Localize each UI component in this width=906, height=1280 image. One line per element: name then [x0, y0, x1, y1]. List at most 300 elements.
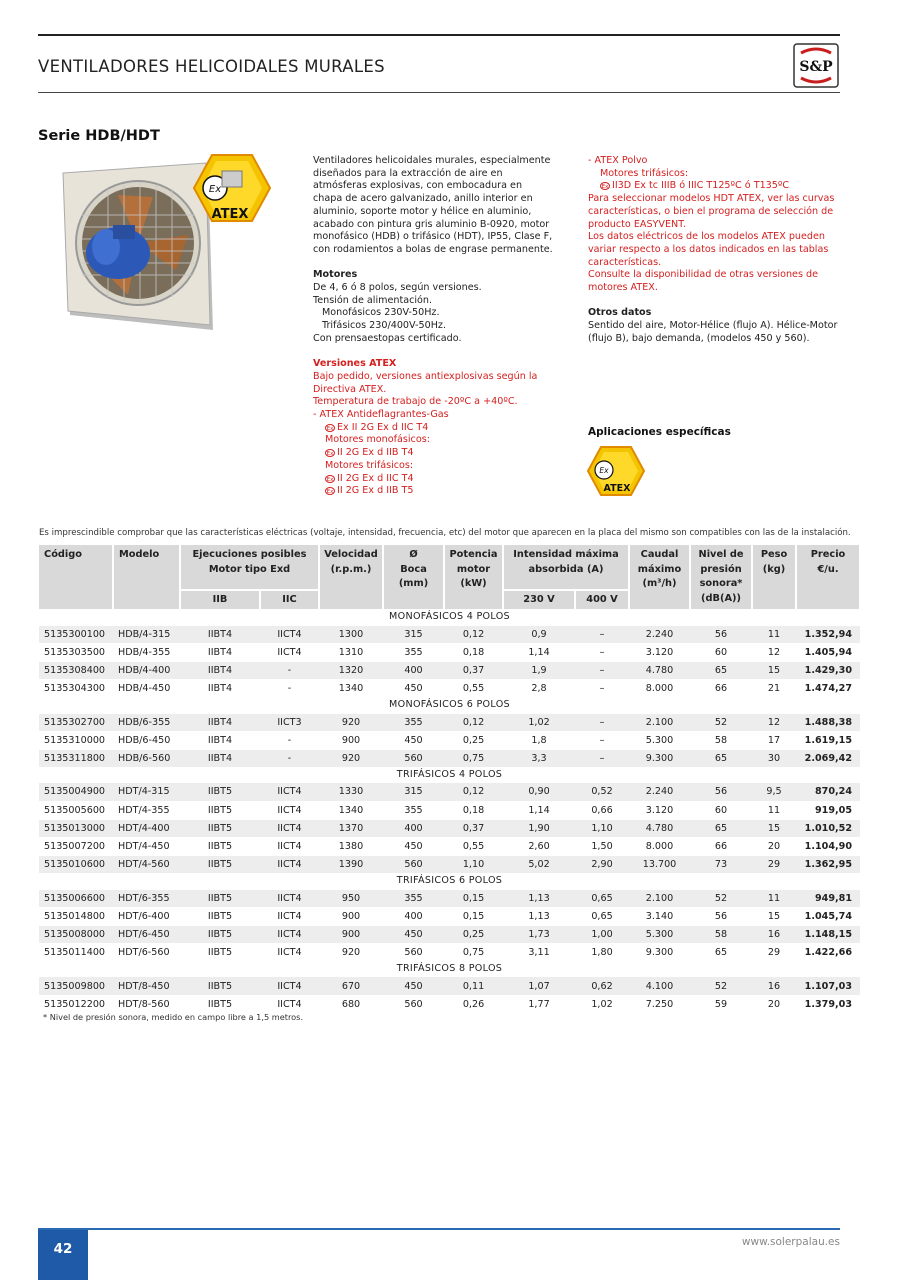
description-column — [313, 155, 553, 498]
table-cell: 450 — [383, 679, 444, 697]
table-cell: 560 — [383, 855, 444, 873]
section-title: TRIFÁSICOS 6 POLOS — [396, 875, 503, 887]
col-precio: Precio €/u. — [796, 545, 860, 609]
table-cell: 670 — [319, 977, 383, 995]
table-cell: 5135010600 — [39, 855, 113, 873]
table-cell: 1,10 — [575, 819, 629, 837]
section-header-row — [39, 609, 860, 625]
table-row — [39, 661, 860, 679]
table-cell: 900 — [319, 731, 383, 749]
atex-polvo-title: - ATEX Polvo — [588, 155, 648, 166]
table-cell: – — [575, 661, 629, 679]
table-cell: – — [575, 625, 629, 643]
table-cell: IIBT5 — [180, 907, 260, 925]
table-cell: 5135009800 — [39, 977, 113, 995]
table-cell: 0,75 — [444, 749, 503, 767]
table-cell: 5135004900 — [39, 783, 113, 801]
table-cell: 355 — [383, 889, 444, 907]
table-cell: 400 — [383, 907, 444, 925]
motores-line: Tensión de alimentación. — [313, 294, 433, 306]
table-cell: 29 — [752, 943, 796, 961]
col-iib: IIB — [180, 590, 260, 610]
atex-data-note: Los datos eléctricos de los modelos ATEX pueden variar respecto a los datos indicados en las tablas características. — [588, 231, 829, 268]
table-cell: 58 — [690, 925, 752, 943]
table-cell: 1,13 — [503, 889, 575, 907]
table-cell: 5135303500 — [39, 643, 113, 661]
table-row — [39, 783, 860, 801]
table-cell: 3.120 — [629, 643, 690, 661]
table-cell: 9.300 — [629, 749, 690, 767]
table-cell: 56 — [690, 783, 752, 801]
table-row — [39, 643, 860, 661]
col-230v: 230 V — [503, 590, 575, 610]
table-cell: 2.240 — [629, 783, 690, 801]
table-cell: 0,26 — [444, 995, 503, 1013]
table-row — [39, 837, 860, 855]
table-cell: IIBT5 — [180, 977, 260, 995]
table-cell: 3,3 — [503, 749, 575, 767]
table-cell: 2.100 — [629, 889, 690, 907]
table-cell: IICT4 — [260, 907, 319, 925]
motores-line: Con prensaestopas certificado. — [313, 332, 462, 344]
table-cell: 1.010,52 — [796, 819, 860, 837]
table-cell: HDT/4-560 — [113, 855, 180, 873]
table-cell: 560 — [383, 995, 444, 1013]
table-cell: HDT/4-450 — [113, 837, 180, 855]
table-cell: 0,37 — [444, 819, 503, 837]
atex-versions-title: Versiones ATEX — [313, 358, 397, 370]
table-cell: IICT4 — [260, 801, 319, 819]
table-row — [39, 855, 860, 873]
table-row — [39, 977, 860, 995]
table-cell: 0,25 — [444, 925, 503, 943]
table-cell: IIBT4 — [180, 661, 260, 679]
table-cell: 0,66 — [575, 801, 629, 819]
availability-note: Consulte la disponibilidad de otras versiones de motores ATEX. — [588, 269, 818, 294]
table-cell: 400 — [383, 661, 444, 679]
table-cell: 0,9 — [503, 625, 575, 643]
otros-datos-title: Otros datos — [588, 307, 652, 319]
table-cell: 3,11 — [503, 943, 575, 961]
table-cell: 315 — [383, 625, 444, 643]
table-cell: – — [575, 713, 629, 731]
table-cell: IICT4 — [260, 855, 319, 873]
table-cell: 15 — [752, 819, 796, 837]
table-cell: 2.100 — [629, 713, 690, 731]
footnote: * Nivel de presión sonora, medido en campo libre a 1,5 metros. — [43, 1012, 304, 1022]
table-cell: 5135304300 — [39, 679, 113, 697]
table-cell: – — [575, 731, 629, 749]
table-cell: 58 — [690, 731, 752, 749]
table-cell: 5.300 — [629, 731, 690, 749]
table-cell: HDT/4-400 — [113, 819, 180, 837]
table-cell: 1,50 — [575, 837, 629, 855]
table-cell: IIBT5 — [180, 837, 260, 855]
table-row — [39, 907, 860, 925]
table-cell: 66 — [690, 837, 752, 855]
table-cell: 315 — [383, 783, 444, 801]
table-cell: 60 — [690, 801, 752, 819]
table-cell: 1.474,27 — [796, 679, 860, 697]
table-cell: 5135311800 — [39, 749, 113, 767]
table-cell: 0,25 — [444, 731, 503, 749]
table-cell: 1,13 — [503, 907, 575, 925]
table-cell: 13.700 — [629, 855, 690, 873]
table-cell: 1310 — [319, 643, 383, 661]
table-cell: 73 — [690, 855, 752, 873]
section-header-row — [39, 697, 860, 713]
table-cell: 1370 — [319, 819, 383, 837]
ex-mark-icon: Ex — [326, 425, 334, 432]
otros-datos-text: Sentido del aire, Motor-Hélice (flujo A). Hélice-Motor (flujo B), bajo demanda, (modelos 450 y 560). — [588, 320, 838, 344]
table-cell: 355 — [383, 643, 444, 661]
table-cell: 560 — [383, 943, 444, 961]
table-cell: 355 — [383, 801, 444, 819]
table-cell: 450 — [383, 731, 444, 749]
table-cell: IIBT4 — [180, 713, 260, 731]
section-title: MONOFÁSICOS 4 POLOS — [389, 611, 510, 623]
website-url: www.solerpalau.es — [741, 1236, 840, 1248]
table-cell: HDT/6-560 — [113, 943, 180, 961]
table-cell: 1330 — [319, 783, 383, 801]
table-row — [39, 749, 860, 767]
table-cell: 20 — [752, 995, 796, 1013]
table-cell: 900 — [319, 925, 383, 943]
col-codigo: Código — [39, 545, 113, 609]
table-cell: 355 — [383, 713, 444, 731]
table-cell: 0,62 — [575, 977, 629, 995]
table-cell: 2.240 — [629, 625, 690, 643]
table-cell: 0,18 — [444, 801, 503, 819]
table-cell: 5135013000 — [39, 819, 113, 837]
table-cell: HDT/6-400 — [113, 907, 180, 925]
table-cell: 15 — [752, 661, 796, 679]
table-cell: IICT4 — [260, 625, 319, 643]
table-cell: 1.104,90 — [796, 837, 860, 855]
table-cell: 1,9 — [503, 661, 575, 679]
table-row — [39, 943, 860, 961]
table-cell: 1.405,94 — [796, 643, 860, 661]
table-cell: 2,8 — [503, 679, 575, 697]
table-cell: HDB/6-355 — [113, 713, 180, 731]
table-cell: 1320 — [319, 661, 383, 679]
header-rule — [38, 92, 840, 93]
table-cell: 1,07 — [503, 977, 575, 995]
atex-small-label: ATEX — [603, 483, 631, 494]
section-title: TRIFÁSICOS 8 POLOS — [396, 963, 503, 975]
table-cell: HDT/4-315 — [113, 783, 180, 801]
atex-temperature: Temperatura de trabajo de -20ºC a +40ºC. — [313, 396, 518, 408]
table-cell: 1300 — [319, 625, 383, 643]
section-title: MONOFÁSICOS 6 POLOS — [389, 699, 510, 711]
table-cell: 950 — [319, 889, 383, 907]
table-cell: 60 — [690, 643, 752, 661]
table-cell: 52 — [690, 889, 752, 907]
sp-logo — [793, 43, 839, 88]
table-cell: 1,77 — [503, 995, 575, 1013]
col-caudal: Caudal máximo (m³/h) — [629, 545, 690, 609]
table-cell: 0,52 — [575, 783, 629, 801]
table-cell: 52 — [690, 713, 752, 731]
table-cell: 0,55 — [444, 679, 503, 697]
table-cell: 4.780 — [629, 661, 690, 679]
table-cell: IIBT5 — [180, 801, 260, 819]
table-cell: 66 — [690, 679, 752, 697]
table-cell: 11 — [752, 801, 796, 819]
table-cell: IICT4 — [260, 943, 319, 961]
table-cell: - — [260, 679, 319, 697]
table-cell: 65 — [690, 943, 752, 961]
table-cell: 0,18 — [444, 643, 503, 661]
table-cell: 3.120 — [629, 801, 690, 819]
table-cell: 920 — [319, 749, 383, 767]
table-cell: 400 — [383, 819, 444, 837]
table-cell: 1,90 — [503, 819, 575, 837]
ex-mark-icon: Ex — [326, 476, 334, 483]
table-cell: 0,90 — [503, 783, 575, 801]
table-cell: 5.300 — [629, 925, 690, 943]
table-cell: HDT/6-450 — [113, 925, 180, 943]
ex-symbol-small: Ex — [599, 466, 609, 475]
intro-text: Ventiladores helicoidales murales, especialmente diseñados para la extracción de aire en atmósferas explosivas, con embocadura en chapa de acero galvanizado, anillo interior en aluminio, soporte motor y hélice en aluminio, acabado con pintura gris aluminio B-0920, motor monofásico (HDB) o trifásico (HDT), IP55, Clase F, con rodamientos a bolas de engrase permanente. — [313, 155, 553, 255]
table-cell: 9.300 — [629, 943, 690, 961]
motores-line: Monofásicos 230V-50Hz. — [322, 307, 440, 319]
motores-line: De 4, 6 ó 8 polos, según versiones. — [313, 282, 482, 294]
ex-mark-icon: Ex — [326, 451, 334, 458]
table-cell: IICT4 — [260, 643, 319, 661]
table-cell: 1340 — [319, 679, 383, 697]
table-row — [39, 679, 860, 697]
table-cell: 1,00 — [575, 925, 629, 943]
table-row — [39, 889, 860, 907]
table-cell: 900 — [319, 907, 383, 925]
table-cell: 1,73 — [503, 925, 575, 943]
table-cell: HDT/8-560 — [113, 995, 180, 1013]
electrical-note: Es imprescindible comprobar que las características eléctricas (voltaje, intensidad, frecuencia, etc) del motor que aparecen en la placa del mismo son compatibles con las de la instalación. — [39, 528, 851, 538]
table-cell: HDB/4-450 — [113, 679, 180, 697]
table-cell: 0,37 — [444, 661, 503, 679]
table-cell: 5135310000 — [39, 731, 113, 749]
table-cell: 1.619,15 — [796, 731, 860, 749]
atex-details-column — [588, 155, 838, 346]
table-cell: 2,60 — [503, 837, 575, 855]
page-header-title: VENTILADORES HELICOIDALES MURALES — [38, 57, 385, 76]
table-cell: 5135011400 — [39, 943, 113, 961]
table-cell: 1.379,03 — [796, 995, 860, 1013]
table-cell: 949,81 — [796, 889, 860, 907]
table-cell: 11 — [752, 625, 796, 643]
table-cell: 450 — [383, 977, 444, 995]
aplicaciones-title: Aplicaciones específicas — [588, 426, 731, 438]
table-cell: IIBT4 — [180, 643, 260, 661]
table-cell: HDB/4-315 — [113, 625, 180, 643]
table-cell: 2,90 — [575, 855, 629, 873]
logo-text: S&P — [799, 59, 833, 75]
table-row — [39, 625, 860, 643]
table-cell: 29 — [752, 855, 796, 873]
atex-versions-text: Bajo pedido, versiones antiexplosivas según la Directiva ATEX. — [313, 370, 538, 395]
table-cell: IIBT4 — [180, 731, 260, 749]
table-cell: 59 — [690, 995, 752, 1013]
table-cell: 1.488,38 — [796, 713, 860, 731]
table-cell: 8.000 — [629, 837, 690, 855]
table-cell: 0,65 — [575, 907, 629, 925]
table-cell: 11 — [752, 889, 796, 907]
table-cell: 16 — [752, 977, 796, 995]
col-ejecuciones: Ejecuciones posibles Motor tipo Exd — [180, 545, 319, 590]
table-cell: - — [260, 661, 319, 679]
table-cell: 1380 — [319, 837, 383, 855]
table-cell: 1.107,03 — [796, 977, 860, 995]
table-row — [39, 819, 860, 837]
atex-gas-code: Ex II 2G Ex d IIC T4 — [326, 472, 414, 484]
table-cell: 16 — [752, 925, 796, 943]
table-cell: 0,11 — [444, 977, 503, 995]
table-cell: 919,05 — [796, 801, 860, 819]
table-cell: 1340 — [319, 801, 383, 819]
table-cell: 9,5 — [752, 783, 796, 801]
motores-line: Trifásicos 230/400V-50Hz. — [322, 320, 446, 332]
specifications-table — [39, 545, 861, 1013]
ex-symbol-large: Ex — [208, 184, 222, 195]
table-cell: 5135008000 — [39, 925, 113, 943]
table-cell: 5,02 — [503, 855, 575, 873]
table-cell: 0,12 — [444, 713, 503, 731]
table-cell: - — [260, 731, 319, 749]
tri-label: Motores trifásicos: — [325, 459, 414, 471]
table-cell: 17 — [752, 731, 796, 749]
table-cell: 3.140 — [629, 907, 690, 925]
table-cell: 1,14 — [503, 801, 575, 819]
section-header-row — [39, 961, 860, 977]
table-cell: 12 — [752, 643, 796, 661]
table-cell: IIBT4 — [180, 749, 260, 767]
table-cell: 450 — [383, 925, 444, 943]
table-cell: 5135308400 — [39, 661, 113, 679]
atex-badge — [192, 153, 272, 223]
table-cell: 5135302700 — [39, 713, 113, 731]
table-cell: 1.429,30 — [796, 661, 860, 679]
atex-gas-title: - ATEX Antideflagrantes-Gas — [313, 409, 449, 421]
table-cell: 0,75 — [444, 943, 503, 961]
table-cell: 1,80 — [575, 943, 629, 961]
atex-polvo-code: Ex II3D Ex tc IIIB ó IIIC T125ºC ó T135ºC — [601, 180, 790, 192]
table-cell: HDB/4-355 — [113, 643, 180, 661]
table-cell: IIBT5 — [180, 855, 260, 873]
table-cell: 1.362,95 — [796, 855, 860, 873]
top-rule — [38, 34, 840, 36]
table-cell: 12 — [752, 713, 796, 731]
table-cell: 1.352,94 — [796, 625, 860, 643]
table-cell: 1.148,15 — [796, 925, 860, 943]
table-cell: 0,12 — [444, 625, 503, 643]
ex-mark-icon: Ex — [326, 489, 334, 496]
atex-gas-code: Ex Ex II 2G Ex d IIC T4 — [326, 421, 429, 433]
table-cell: 450 — [383, 837, 444, 855]
table-cell: 5135014800 — [39, 907, 113, 925]
table-cell: 7.250 — [629, 995, 690, 1013]
table-cell: – — [575, 749, 629, 767]
table-cell: 870,24 — [796, 783, 860, 801]
footer-rule — [38, 1228, 840, 1230]
table-cell: – — [575, 679, 629, 697]
col-peso: Peso (kg) — [752, 545, 796, 609]
table-cell: 65 — [690, 749, 752, 767]
atex-badge-label: ATEX — [211, 207, 249, 222]
section-title: TRIFÁSICOS 4 POLOS — [396, 769, 503, 781]
polvo-tri-label: Motores trifásicos: — [600, 167, 689, 179]
table-cell: 0,55 — [444, 837, 503, 855]
table-row — [39, 995, 860, 1013]
table-cell: 920 — [319, 713, 383, 731]
table-cell: IICT4 — [260, 837, 319, 855]
series-title: Serie HDB/HDT — [38, 128, 160, 144]
mono-label: Motores monofásicos: — [325, 434, 430, 446]
table-cell: IIBT5 — [180, 925, 260, 943]
col-modelo: Modelo — [113, 545, 180, 609]
table-cell: IICT4 — [260, 977, 319, 995]
atex-application-icon — [586, 445, 646, 497]
table-cell: 1,10 — [444, 855, 503, 873]
section-header-row — [39, 873, 860, 889]
table-cell: 5135006600 — [39, 889, 113, 907]
easyvent-note: Para seleccionar modelos HDT ATEX, ver las curvas características, o bien el programa de selección de producto EASYVENT. — [588, 193, 835, 230]
table-cell: HDB/4-400 — [113, 661, 180, 679]
table-cell: 5135300100 — [39, 625, 113, 643]
table-cell: 5135005600 — [39, 801, 113, 819]
col-velocidad: Velocidad (r.p.m.) — [319, 545, 383, 609]
table-cell: 21 — [752, 679, 796, 697]
table-cell: 1,02 — [503, 713, 575, 731]
table-cell: 680 — [319, 995, 383, 1013]
table-cell: 2.069,42 — [796, 749, 860, 767]
table-cell: 4.100 — [629, 977, 690, 995]
table-cell: HDT/6-355 — [113, 889, 180, 907]
table-row — [39, 731, 860, 749]
col-iic: IIC — [260, 590, 319, 610]
table-cell: 1,14 — [503, 643, 575, 661]
table-cell: HDT/8-450 — [113, 977, 180, 995]
table-cell: 56 — [690, 625, 752, 643]
page-number: 42 — [38, 1230, 88, 1280]
section-header-row — [39, 767, 860, 783]
table-cell: 0,65 — [575, 889, 629, 907]
table-cell: IIBT5 — [180, 943, 260, 961]
table-cell: 15 — [752, 907, 796, 925]
table-cell: HDB/6-450 — [113, 731, 180, 749]
atex-gas-code: Ex II 2G Ex d IIB T5 — [326, 485, 414, 497]
col-400v: 400 V — [575, 590, 629, 610]
table-cell: 0,15 — [444, 907, 503, 925]
table-row — [39, 713, 860, 731]
table-cell: 4.780 — [629, 819, 690, 837]
table-cell: 65 — [690, 819, 752, 837]
table-cell: IIBT4 — [180, 625, 260, 643]
table-row — [39, 801, 860, 819]
table-cell: HDB/6-560 — [113, 749, 180, 767]
atex-gas-code: Ex II 2G Ex d IIB T4 — [326, 447, 414, 459]
table-cell: 1,8 — [503, 731, 575, 749]
table-cell: 52 — [690, 977, 752, 995]
table-cell: 5135007200 — [39, 837, 113, 855]
table-cell: IICT3 — [260, 713, 319, 731]
motores-title: Motores — [313, 269, 358, 281]
table-cell: – — [575, 643, 629, 661]
col-potencia: Potencia motor (kW) — [444, 545, 503, 609]
table-cell: IICT4 — [260, 925, 319, 943]
table-cell: IICT4 — [260, 995, 319, 1013]
table-cell: 1390 — [319, 855, 383, 873]
